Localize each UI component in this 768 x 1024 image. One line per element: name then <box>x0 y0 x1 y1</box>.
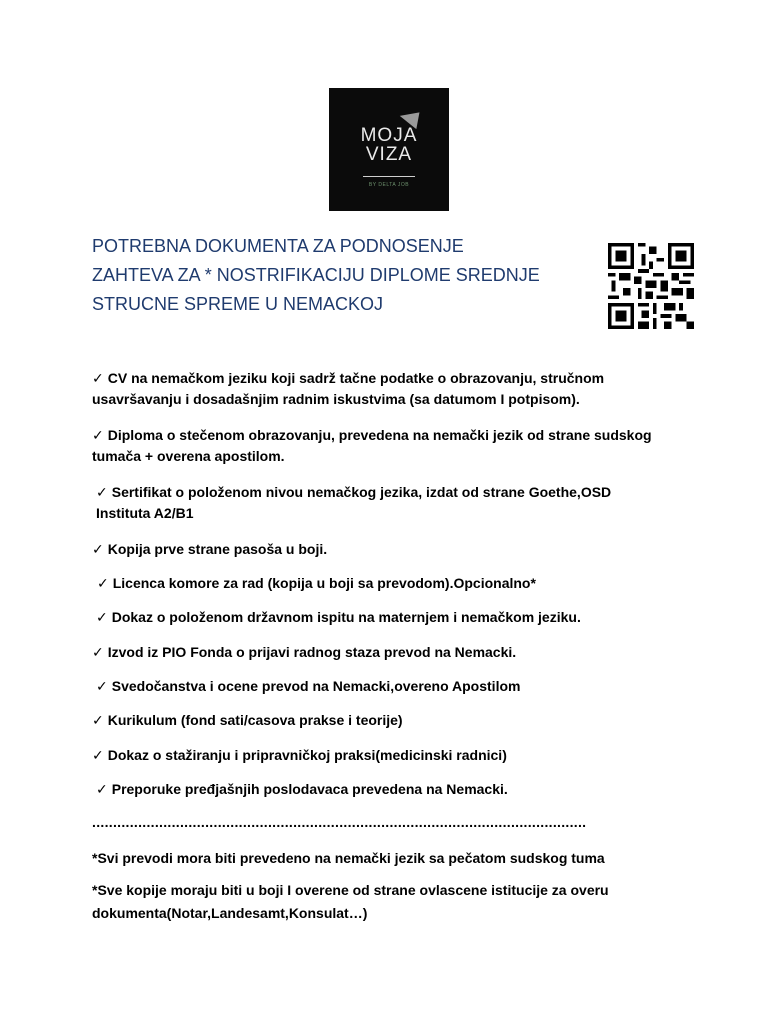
list-item <box>92 745 692 766</box>
list-item-text: Sertifikat o položenom nivou nemačkog jezika, izdat od strane Goethe,OSD Instituta A2/B1 <box>96 484 612 521</box>
logo-line-2: VIZA <box>365 144 413 165</box>
list-item-text: Svedočanstva i ocene prevod na Nemacki,overeno Apostilom <box>111 678 521 694</box>
list-item <box>96 482 616 524</box>
list-item <box>92 539 692 560</box>
checkmark-icon: ✓ <box>96 484 108 500</box>
document-title <box>92 232 592 319</box>
checkmark-icon: ✓ <box>92 370 104 386</box>
logo-line-1: MOJA <box>360 125 418 146</box>
list-item <box>96 779 696 800</box>
list-item <box>96 676 696 697</box>
note-copies: *Sve kopije moraju biti u boji I overene od strane ovlascene istitucije za overu dokumenta(Notar,Landesamt,Konsulat…) <box>92 882 609 921</box>
list-item-text: Kurikulum (fond sati/casova prakse i teorije) <box>107 712 403 728</box>
list-item <box>92 642 692 663</box>
list-item <box>92 425 692 467</box>
list-item <box>97 573 697 594</box>
list-item <box>92 710 692 731</box>
dotted-separator: ...................................................................................................................... <box>92 814 587 830</box>
checkmark-icon: ✓ <box>92 427 104 443</box>
checkmark-icon: ✓ <box>92 747 104 763</box>
list-item <box>96 607 696 628</box>
checkmark-icon: ✓ <box>96 609 108 625</box>
list-item-text: Licenca komore za rad (kopija u boji sa prevodom).Opcionalno* <box>112 575 536 591</box>
list-item-text: Preporuke pređjašnjih poslodavaca prevedena na Nemacki. <box>111 781 508 797</box>
title-line-2: ZAHTEVA ZA * NOSTRIFIKACIJU DIPLOME SREDNJE <box>92 265 540 285</box>
list-item-text: Kopija prve strane pasoša u boji. <box>107 541 328 557</box>
logo-subtitle: BY DELTA JOB <box>368 182 410 188</box>
checkmark-icon: ✓ <box>92 712 104 728</box>
checkmark-icon: ✓ <box>92 644 104 660</box>
list-item-text: Izvod iz PIO Fonda o prijavi radnog staza prevod na Nemacki. <box>107 644 517 660</box>
note-translations: *Svi prevodi mora biti prevedeno na nemački jezik sa pečatom sudskog tuma <box>92 850 605 866</box>
list-item-text: Diploma o stečenom obrazovanju, prevedena na nemački jezik od strane sudskog tumača + overena apostilom. <box>92 427 652 464</box>
checkmark-icon: ✓ <box>97 575 109 591</box>
checkmark-icon: ✓ <box>96 678 108 694</box>
checkmark-icon: ✓ <box>92 541 104 557</box>
list-item-text: Dokaz o stažiranju i pripravničkoj praksi(medicinski radnici) <box>107 747 507 763</box>
moja-viza-logo <box>329 88 449 211</box>
list-item-text: CV na nemačkom jeziku koji sadrž tačne podatke o obrazovanju, stručnom usavršavanju i dosadašnjim radnim iskustvima (sa datumom I potpisom). <box>92 370 605 407</box>
list-item <box>92 368 692 410</box>
logo-divider <box>363 176 415 177</box>
title-line-3: STRUCNE SPREME U NEMACKOJ <box>92 294 384 314</box>
title-line-1: POTREBNA DOKUMENTA ZA PODNOSENJE <box>92 236 464 256</box>
checkmark-icon: ✓ <box>96 781 108 797</box>
list-item-text: Dokaz o položenom državnom ispitu na maternjem i nemačkom jeziku. <box>111 609 581 625</box>
qr-code-icon <box>605 243 697 329</box>
